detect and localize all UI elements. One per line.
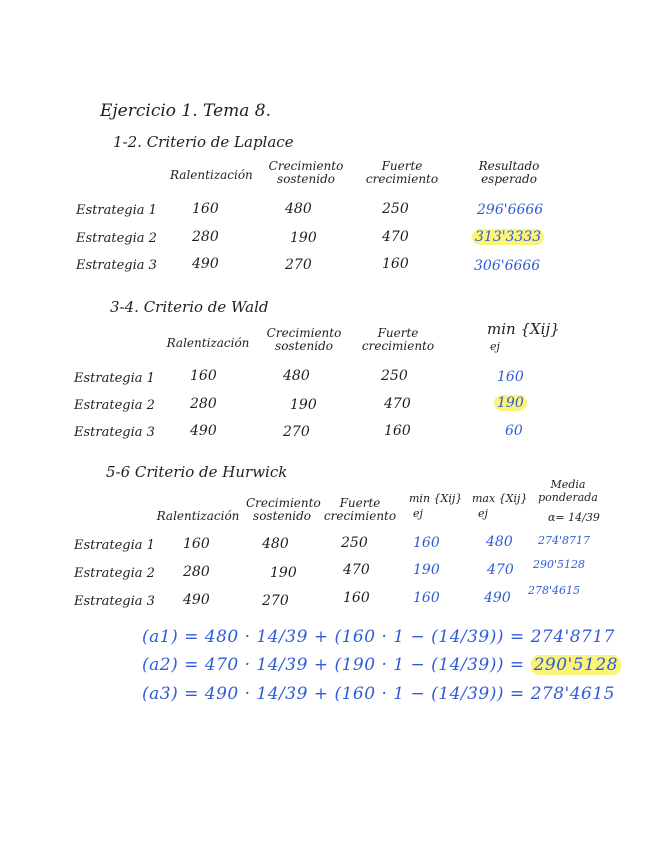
laplace-cell: 490 <box>192 256 219 272</box>
wald-cell: 160 <box>384 423 411 439</box>
wald-header-min-sub: ej <box>490 340 500 353</box>
hurwicz-header-max: max {Xij} <box>472 492 528 505</box>
hurwicz-max: 480 <box>486 534 513 550</box>
laplace-strategy-3: Estrategia 3 <box>76 258 157 273</box>
hurwicz-cell: 480 <box>262 536 289 552</box>
wald-cell: 270 <box>283 424 310 440</box>
laplace-header-ralentizacion: Ralentización <box>170 168 253 182</box>
hurwicz-media: 274'8717 <box>538 534 591 547</box>
laplace-result: 306'6666 <box>474 258 541 274</box>
wald-cell: 480 <box>283 368 310 384</box>
laplace-cell: 250 <box>382 201 409 217</box>
laplace-title: 1-2. Criterio de Laplace <box>113 133 294 151</box>
wald-strategy-3: Estrategia 3 <box>74 425 155 440</box>
hurwicz-cell: 280 <box>183 564 210 580</box>
laplace-result-highlighted: 313'3333 <box>472 229 544 245</box>
wald-cell: 280 <box>190 396 217 412</box>
laplace-header-crecimiento: Crecimiento sostenido <box>268 159 344 186</box>
hurwicz-strategy-2: Estrategia 2 <box>74 566 155 581</box>
formula-a2: (a2) = 470 · 14/39 + (190 · 1 − (14/39)) = <box>142 655 525 675</box>
hurwicz-min: 160 <box>413 535 440 551</box>
laplace-cell: 480 <box>285 201 312 217</box>
hurwicz-header-crecimiento: Crecimiento sostenido <box>246 496 321 523</box>
hurwicz-strategy-1: Estrategia 1 <box>74 538 155 553</box>
hurwicz-header-min: min {Xij} <box>409 492 463 505</box>
hurwicz-min: 160 <box>413 590 440 606</box>
wald-header-min: min {Xij} <box>487 320 560 338</box>
laplace-header-fuerte: Fuerte crecimiento <box>365 159 439 186</box>
wald-cell: 490 <box>190 423 217 439</box>
hurwicz-title: 5-6 Criterio de Hurwick <box>106 463 288 481</box>
laplace-cell: 160 <box>382 256 409 272</box>
hurwicz-min: 190 <box>413 562 440 578</box>
wald-header-fuerte: Fuerte crecimiento <box>361 326 435 353</box>
wald-strategy-2: Estrategia 2 <box>74 398 155 413</box>
laplace-header-resultado: Resultado esperado <box>478 159 540 186</box>
wald-cell: 250 <box>381 368 408 384</box>
wald-cell: 190 <box>290 397 317 413</box>
hurwicz-cell: 160 <box>343 590 370 606</box>
wald-header-ralentizacion: Ralentización <box>166 336 250 350</box>
hurwicz-header-max-sub: ej <box>478 507 488 520</box>
wald-title: 3-4. Criterio de Wald <box>110 298 269 316</box>
hurwicz-cell: 190 <box>270 565 297 581</box>
hurwicz-header-media: Media ponderada <box>538 478 598 504</box>
laplace-cell: 190 <box>290 230 317 246</box>
wald-cell: 470 <box>384 396 411 412</box>
hurwicz-cell: 270 <box>262 593 289 609</box>
laplace-cell: 470 <box>382 229 409 245</box>
hurwicz-cell: 470 <box>343 562 370 578</box>
formula-a3: (a3) = 490 · 14/39 + (160 · 1 − (14/39)) = 278'4615 <box>142 684 615 704</box>
hurwicz-max: 470 <box>487 562 514 578</box>
wald-strategy-1: Estrategia 1 <box>74 371 155 386</box>
hurwicz-strategy-3: Estrategia 3 <box>74 594 155 609</box>
wald-min: 60 <box>505 423 523 439</box>
formula-a2-result: 290'5128 <box>531 655 621 675</box>
hurwicz-header-fuerte: Fuerte crecimiento <box>323 496 397 523</box>
hurwicz-cell: 160 <box>183 536 210 552</box>
hurwicz-header-ralentizacion: Ralentización <box>156 509 240 523</box>
laplace-cell: 280 <box>192 229 219 245</box>
hurwicz-max: 490 <box>484 590 511 606</box>
hurwicz-cell: 250 <box>341 535 368 551</box>
wald-header-crecimiento: Crecimiento sostenido <box>266 326 342 353</box>
laplace-result: 296'6666 <box>477 202 544 218</box>
wald-cell: 160 <box>190 368 217 384</box>
laplace-strategy-2: Estrategia 2 <box>76 231 157 246</box>
laplace-strategy-1: Estrategia 1 <box>76 203 157 218</box>
formula-a1: (a1) = 480 · 14/39 + (160 · 1 − (14/39)) = 274'8717 <box>142 627 615 647</box>
hurwicz-media: 278'4615 <box>528 584 581 597</box>
wald-min-highlighted: 190 <box>494 395 527 411</box>
hurwicz-media: 290'5128 <box>533 558 586 571</box>
laplace-cell: 160 <box>192 201 219 217</box>
hurwicz-header-alpha: α= 14/39 <box>548 511 600 524</box>
laplace-cell: 270 <box>285 257 312 273</box>
wald-min: 160 <box>497 369 524 385</box>
hurwicz-cell: 490 <box>183 592 210 608</box>
page-title: Ejercicio 1. Tema 8. <box>100 101 272 121</box>
hurwicz-header-min-sub: ej <box>413 507 423 520</box>
